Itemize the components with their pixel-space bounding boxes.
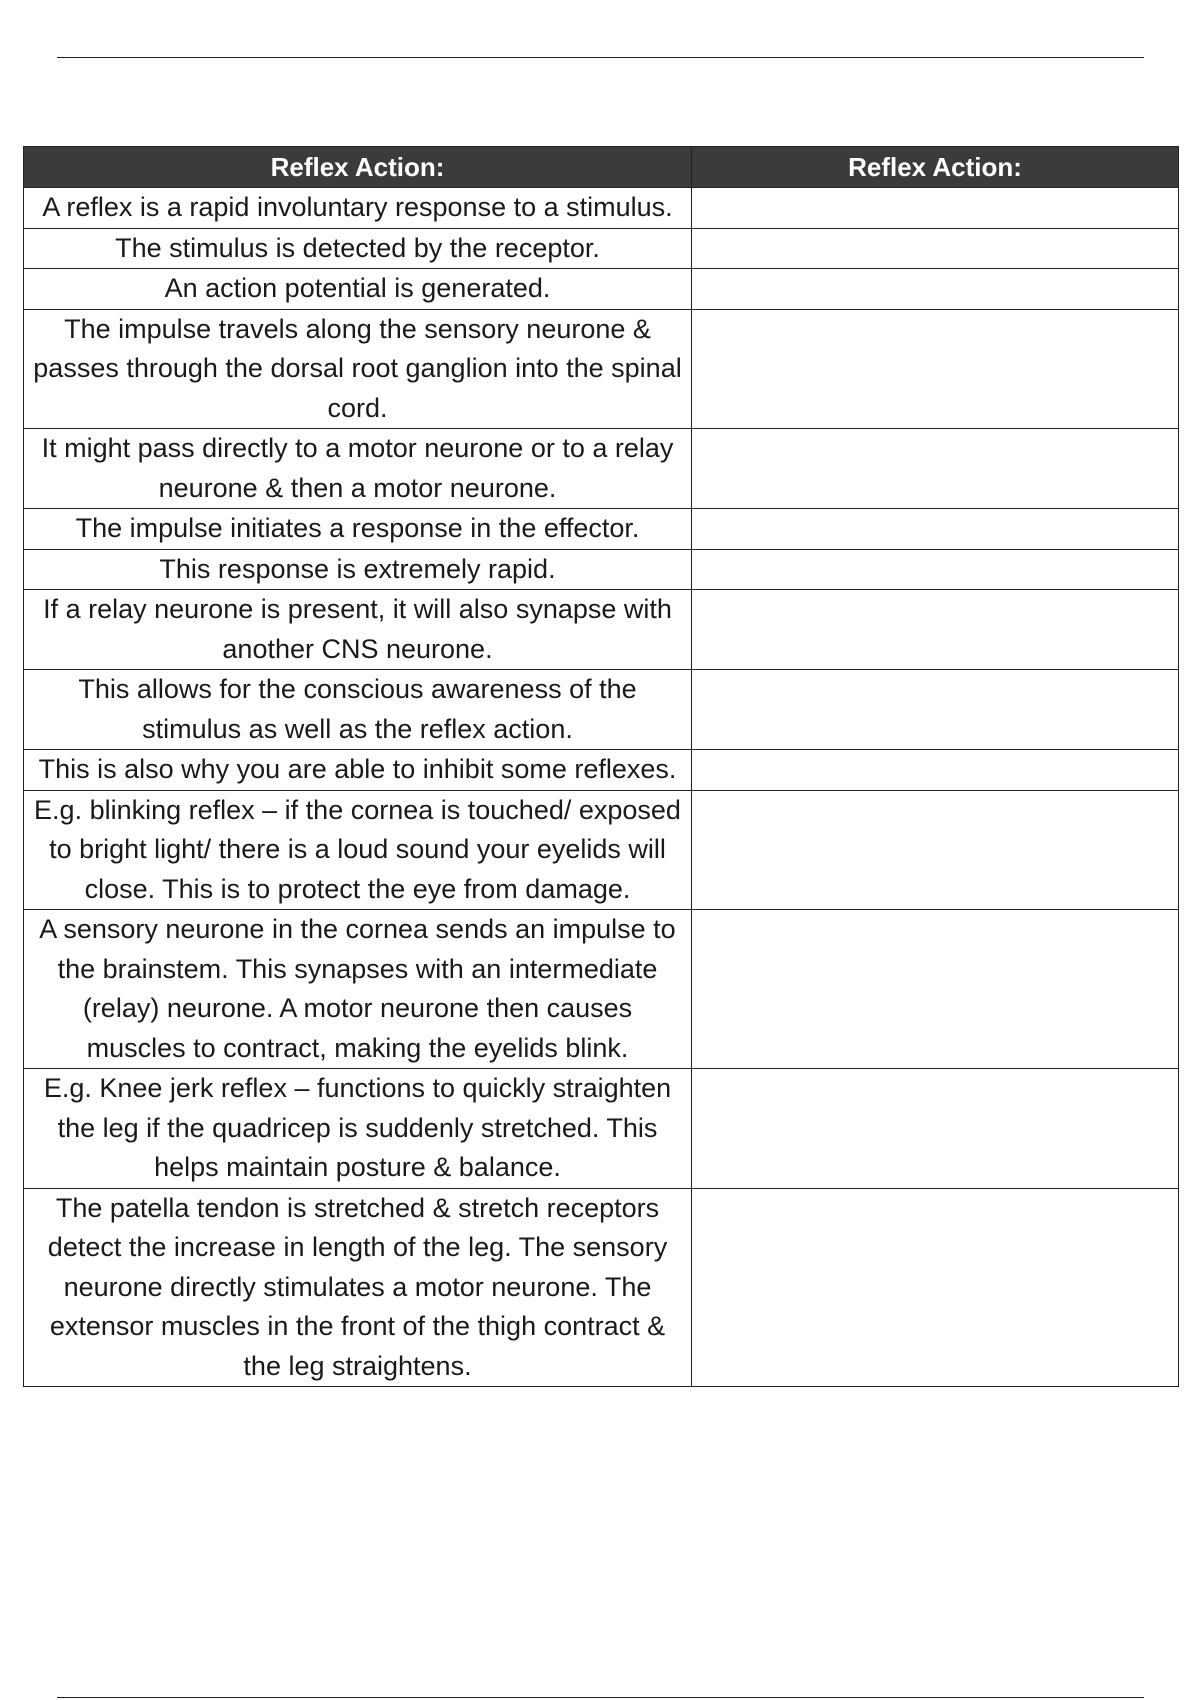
statement-cell: This allows for the conscious awareness of the stimulus as well as the reflex action.	[24, 670, 692, 750]
answer-cell[interactable]	[692, 429, 1179, 509]
answer-cell[interactable]	[692, 590, 1179, 670]
table-header-row	[24, 147, 1179, 188]
statement-cell: This is also why you are able to inhibit some reflexes.	[24, 750, 692, 791]
statement-cell: E.g. blinking reflex – if the cornea is touched/ exposed to bright light/ there is a loud sound your eyelids will close. This is to protect the eye from damage.	[24, 790, 692, 910]
table-row	[24, 509, 1179, 550]
table-row	[24, 549, 1179, 590]
answer-cell[interactable]	[692, 509, 1179, 550]
statement-cell: A reflex is a rapid involuntary response to a stimulus.	[24, 188, 692, 229]
statement-cell: This response is extremely rapid.	[24, 549, 692, 590]
statement-cell: The patella tendon is stretched & stretch receptors detect the increase in length of the leg. The sensory neurone directly stimulates a motor neurone. The extensor muscles in the front of the thigh contract & the leg straightens.	[24, 1188, 692, 1387]
answer-cell[interactable]	[692, 188, 1179, 229]
table-row	[24, 670, 1179, 750]
table-row	[24, 228, 1179, 269]
footer-rule	[57, 1697, 1144, 1698]
table-row	[24, 750, 1179, 791]
answer-cell[interactable]	[692, 1069, 1179, 1189]
answer-cell[interactable]	[692, 750, 1179, 791]
answer-cell[interactable]	[692, 549, 1179, 590]
table-row	[24, 910, 1179, 1069]
answer-cell[interactable]	[692, 309, 1179, 429]
column-header-1: Reflex Action:	[24, 147, 692, 188]
answer-cell[interactable]	[692, 269, 1179, 310]
table-row	[24, 790, 1179, 910]
answer-cell[interactable]	[692, 670, 1179, 750]
table-row	[24, 309, 1179, 429]
table-row	[24, 188, 1179, 229]
answer-cell[interactable]	[692, 910, 1179, 1069]
answer-cell[interactable]	[692, 228, 1179, 269]
statement-cell: An action potential is generated.	[24, 269, 692, 310]
table-row	[24, 429, 1179, 509]
table-row	[24, 1188, 1179, 1387]
statement-cell: The impulse travels along the sensory neurone & passes through the dorsal root ganglion into the spinal cord.	[24, 309, 692, 429]
answer-cell[interactable]	[692, 1188, 1179, 1387]
statement-cell: It might pass directly to a motor neurone or to a relay neurone & then a motor neurone.	[24, 429, 692, 509]
table-row	[24, 1069, 1179, 1189]
statement-cell: A sensory neurone in the cornea sends an impulse to the brainstem. This synapses with an intermediate (relay) neurone. A motor neurone then causes muscles to contract, making the eyelids blink.	[24, 910, 692, 1069]
statement-cell: The stimulus is detected by the receptor.	[24, 228, 692, 269]
statement-cell: If a relay neurone is present, it will also synapse with another CNS neurone.	[24, 590, 692, 670]
answer-cell[interactable]	[692, 790, 1179, 910]
header-rule	[57, 57, 1144, 58]
column-header-2: Reflex Action:	[692, 147, 1179, 188]
statement-cell: E.g. Knee jerk reflex – functions to quickly straighten the leg if the quadricep is suddenly stretched. This helps maintain posture & balance.	[24, 1069, 692, 1189]
table-row	[24, 269, 1179, 310]
reflex-action-table	[23, 146, 1179, 1387]
table-row	[24, 590, 1179, 670]
statement-cell: The impulse initiates a response in the effector.	[24, 509, 692, 550]
